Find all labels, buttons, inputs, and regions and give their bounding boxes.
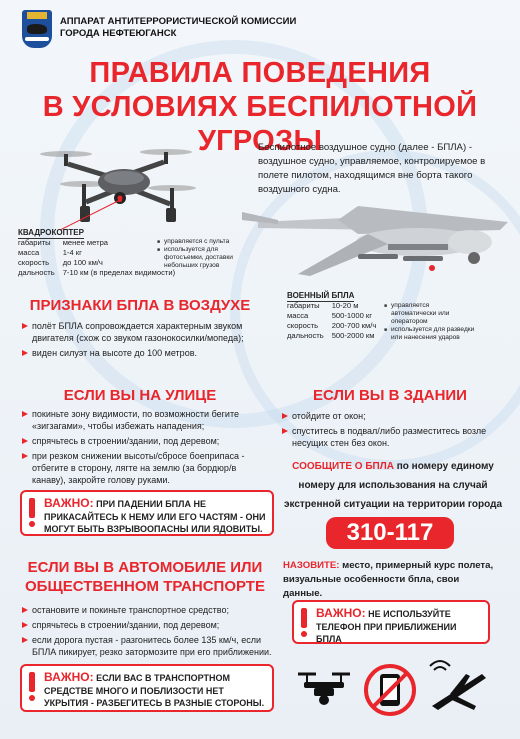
details-body: место, примерный курс полета, визуальные особенности бпла, свои данные.	[283, 560, 494, 599]
exclamation-icon	[28, 498, 36, 528]
spec-row	[287, 331, 384, 341]
list-item: спрячьтесь в строении/здании, под деревом;	[22, 619, 272, 631]
spec-value: менее метра	[62, 238, 109, 247]
warning-label: ВАЖНО:	[44, 496, 94, 510]
warning-text	[316, 607, 482, 646]
spec-row	[287, 311, 384, 321]
phone-warning	[292, 600, 490, 644]
spec-value: 200-700 км/ч	[331, 321, 377, 330]
spec-key: масса	[18, 248, 40, 257]
building-heading: ЕСЛИ ВЫ В ЗДАНИИ	[313, 387, 467, 404]
signs-list	[22, 320, 274, 362]
spec-value: 500-1000 кг	[331, 311, 372, 320]
org-line2: ГОРОДА НЕФТЕЮГАНСК	[60, 28, 177, 39]
building-list	[282, 410, 504, 452]
warning-label: ВАЖНО:	[44, 670, 94, 684]
list-item: спуститесь в подвал/либо разместитесь возле несущих стен без окон.	[282, 425, 504, 449]
vehicle-heading-line1: ЕСЛИ ВЫ В АВТОМОБИЛЕ ИЛИ	[27, 559, 263, 576]
list-item: если дорога пустая - разгонитесь более 135 км/ч, если БПЛА пикирует, резко затормозите при его приближении.	[22, 634, 272, 658]
warning-label: ВАЖНО:	[316, 606, 366, 620]
exclamation-icon	[300, 608, 308, 638]
note-item: ■ используется для фотосъемки, доставки небольших грузов	[157, 246, 247, 270]
spec-value: 500-2000 км	[331, 331, 375, 340]
quadcopter-label: КВАДРОКОПТЕР	[18, 228, 84, 237]
street-warning	[20, 490, 274, 536]
emergency-phone[interactable]: 310-117	[326, 517, 454, 549]
org-line1: АППАРАТ АНТИТЕРРОРИСТИЧЕСКОЙ КОМИССИИ	[60, 16, 297, 27]
city-crest-icon	[22, 10, 52, 48]
spec-value: 1-4 кг	[62, 248, 82, 257]
list-item: отойдите от окон;	[282, 410, 504, 422]
spec-key: дальность	[18, 268, 55, 277]
report-body: по номеру единому номеру для использования на случай экстренной ситуации на территории города	[283, 461, 503, 510]
signs-heading: ПРИЗНАКИ БПЛА В ВОЗДУХЕ	[29, 297, 251, 314]
vehicle-warning	[20, 664, 274, 712]
list-item: остановите и покиньте транспортное средство;	[22, 604, 272, 616]
vehicle-heading	[20, 558, 270, 596]
street-heading: ЕСЛИ ВЫ НА УЛИЦЕ	[63, 387, 217, 404]
vehicle-list	[22, 604, 272, 661]
title-line1: ПРАВИЛА ПОВЕДЕНИЯ	[89, 57, 431, 89]
warning-text	[44, 671, 266, 710]
spec-key: дальность	[287, 331, 324, 340]
warning-text	[44, 497, 266, 536]
header	[22, 10, 322, 50]
report-text	[276, 457, 510, 514]
list-item: при резком снижении высоты/сбросе боеприпаса - отбегите в сторону, лягте на землю (за бордюр/в канаву), закройте голову руками.	[22, 450, 272, 486]
military-specs	[287, 301, 384, 341]
org-name	[60, 16, 296, 40]
spec-key: скорость	[18, 258, 50, 267]
street-list	[22, 408, 272, 489]
spec-key: габариты	[287, 301, 320, 310]
note-item: ■ используется для разведки или нанесения ударов	[384, 326, 476, 342]
warning-body: ПРИ ПАДЕНИИ БПЛА НЕ ПРИКАСАЙТЕСЬ К НЕМУ ИЛИ ЕГО ЧАСТЯМ - ОНИ МОГУТ БЫТЬ ВЗРЫВООПАСНЫ ИЛИ ЯДОВИТЫ.	[44, 499, 266, 534]
warning-body: ЕСЛИ ВАС В ТРАНСПОРТНОМ СРЕДСТВЕ МНОГО И ПОБЛИЗОСТИ НЕТ УКРЫТИЯ - РАЗБЕГИТЕСЬ В РАЗНЫЕ СТОРОНЫ.	[44, 673, 265, 708]
spec-value: 10-20 м	[331, 301, 359, 310]
note-item: ■ управляется с пульта	[157, 238, 247, 246]
spec-value: 7-10 км (в пределах видимости)	[62, 268, 176, 277]
military-drone-illustration	[238, 186, 514, 290]
military-label: ВОЕННЫЙ БПЛА	[287, 291, 355, 300]
list-item: виден силуэт на высоте до 100 метров.	[22, 347, 274, 359]
list-item: полёт БПЛА сопровождается характерным звуком двигателя (схож со звуком газонокосилки/мопеда);	[22, 320, 274, 344]
warning-body: НЕ ИСПОЛЬЗУЙТЕ ТЕЛЕФОН ПРИ ПРИБЛИЖЕНИИ БПЛА	[316, 609, 457, 644]
note-item: ■ управляется автоматически или оператором	[384, 302, 476, 326]
quadcopter-notes	[157, 238, 247, 270]
vehicle-heading-line2: ОБЩЕСТВЕННОМ ТРАНСПОРТЕ	[25, 578, 265, 595]
plane-drone-icon	[426, 660, 492, 718]
title-line2: В УСЛОВИЯХ БЕСПИЛОТНОЙ УГРОЗЫ	[42, 91, 478, 157]
intro-text: Беспилотное воздушное судно (далее - БПЛА) - воздушное судно, управляемое, контролируемое в полете пилотом, находящимся вне борта такого воздушного судна.	[258, 142, 486, 195]
list-item: покиньте зону видимости, по возможности бегите «зигзагами», чтобы избежать нападения;	[22, 408, 272, 432]
exclamation-icon	[28, 672, 36, 702]
drone-icon	[294, 664, 354, 714]
spec-value: до 100 км/ч	[62, 258, 103, 267]
report-lead: СООБЩИТЕ О БПЛА	[292, 461, 394, 472]
no-phone-icon	[362, 662, 418, 718]
details-label: НАЗОВИТЕ:	[283, 560, 340, 571]
list-item: спрячьтесь в строении/здании, под деревом;	[22, 435, 272, 447]
military-notes	[384, 302, 476, 342]
spec-row	[287, 301, 384, 311]
spec-key: скорость	[287, 321, 319, 330]
spec-key: масса	[287, 311, 309, 320]
spec-row	[287, 321, 384, 331]
spec-key: габариты	[18, 238, 51, 247]
report-details	[283, 559, 495, 601]
